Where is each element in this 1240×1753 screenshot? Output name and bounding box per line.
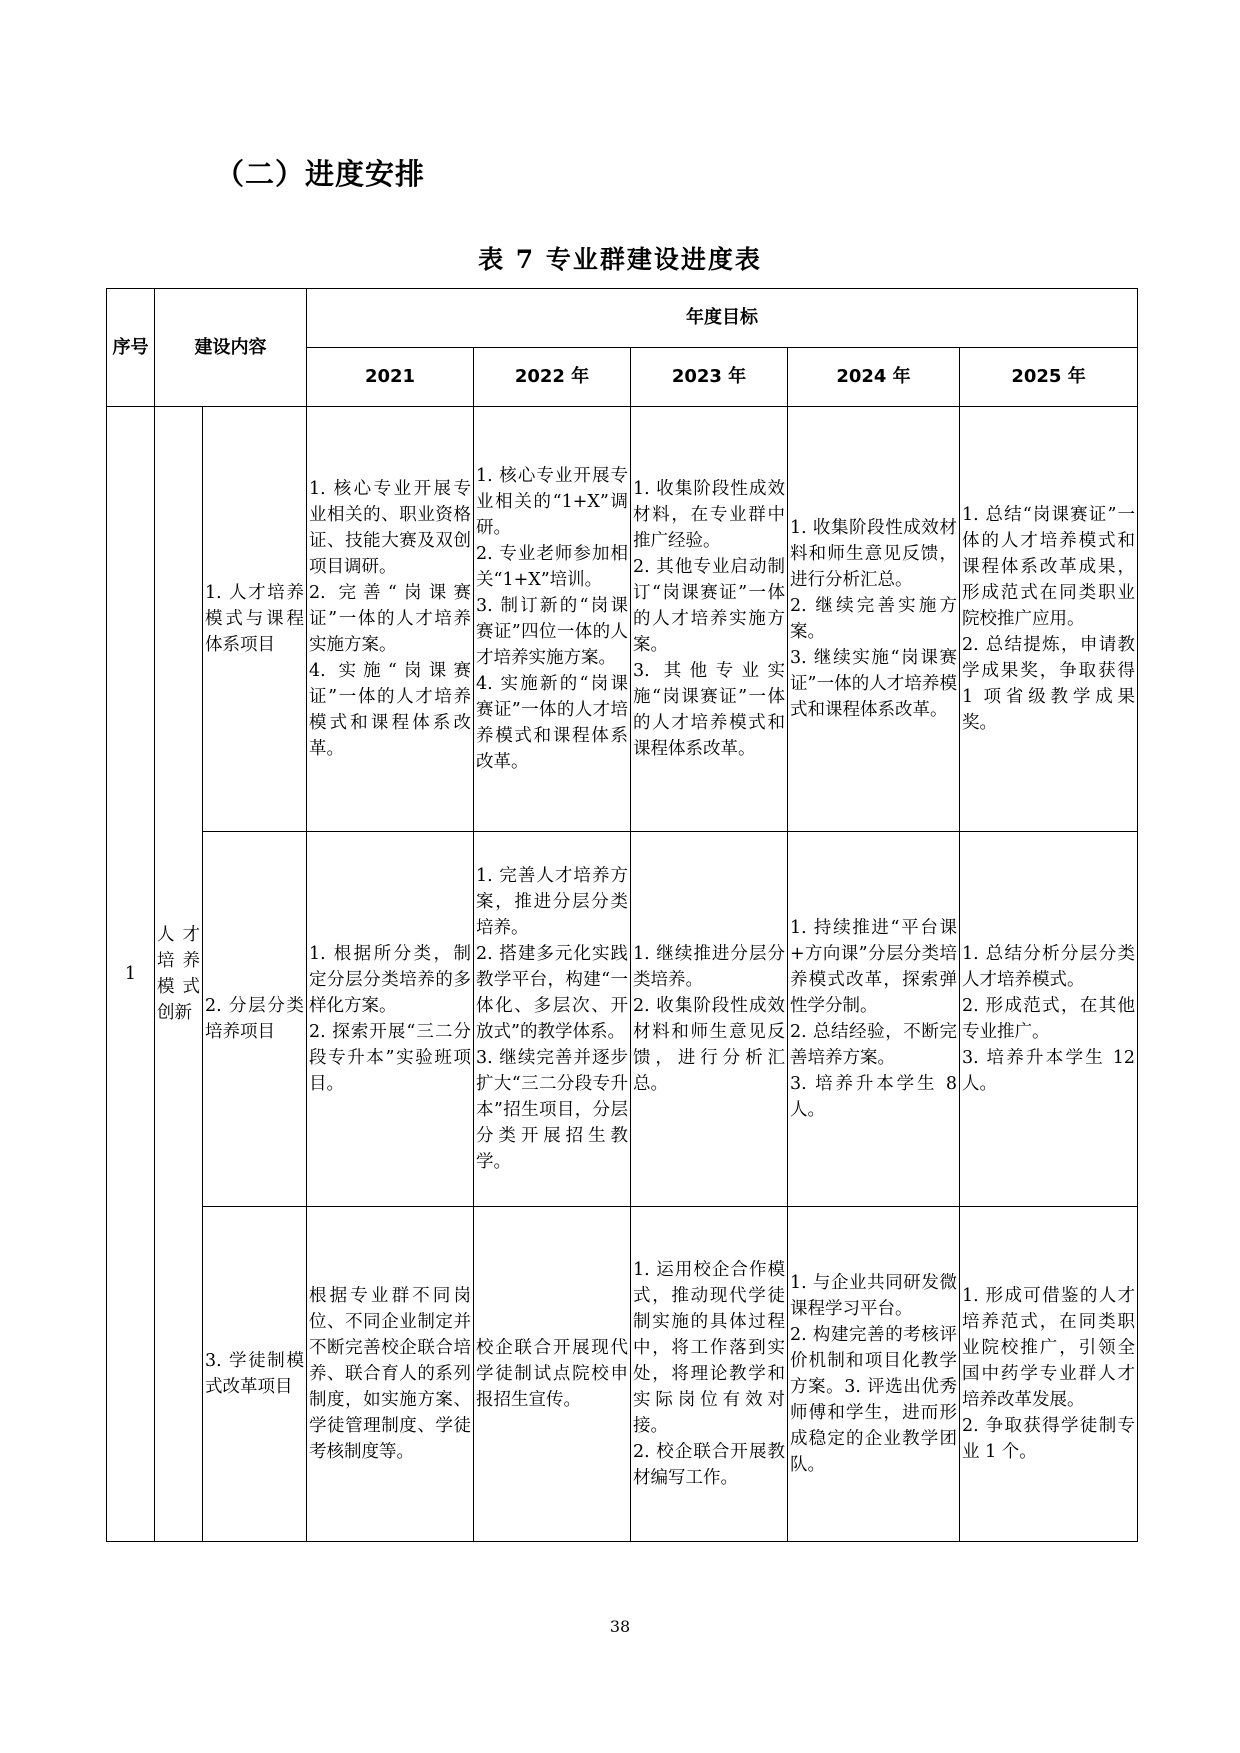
cell-2023: 1. 运用校企合作模式，推动现代学徒制实施的具体过程中，将工作落到实处，将理论教学和实际岗位有效对接。 2. 校企联合开展教材编写工作。: [631, 1207, 788, 1542]
group-name: 人才培养模式创新: [155, 407, 203, 1542]
header-year-2024: 2024 年: [788, 348, 960, 407]
cell-2024: 1. 收集阶段性成效材料和师生意见反馈，进行分析汇总。 2. 继续完善实施方案。 3. 继续实施“岗课赛证”一体的人才培养模式和课程体系改革。: [788, 407, 960, 832]
section-heading: （二）进度安排: [215, 157, 426, 191]
header-year-2025: 2025 年: [960, 348, 1138, 407]
header-year-2023: 2023 年: [631, 348, 788, 407]
header-seq: 序号: [107, 289, 155, 407]
cell-2023: 1. 继续推进分层分类培养。 2. 收集阶段性成效材料和师生意见反馈，进行分析汇总。: [631, 832, 788, 1207]
header-annual-target: 年度目标: [307, 289, 1138, 348]
cell-2021: 根据专业群不同岗位、不同企业制定并不断完善校企联合培养、联合育人的系列制度，如实施方案、学徒管理制度、学徒考核制度等。: [307, 1207, 474, 1542]
cell-2022: 1. 核心专业开展专业相关的“1+X”调研。 2. 专业老师参加相关“1+X”培训。 3. 制订新的“岗课赛证”四位一体的人才培养实施方案。 4. 实施新的“岗课赛证”一体的人才培养模式和课程体系改革。: [474, 407, 631, 832]
cell-2021: 1. 核心专业开展专业相关的、职业资格证、技能大赛及双创项目调研。 2. 完善“岗课赛证”一体的人才培养实施方案。 4. 实施“岗课赛证”一体的人才培养模式和课程体系改革。: [307, 407, 474, 832]
header-year-2022: 2022 年: [474, 348, 631, 407]
cell-2022: 校企联合开展现代学徒制试点院校申报招生宣传。: [474, 1207, 631, 1542]
cell-2024: 1. 与企业共同研发微课程学习平台。 2. 构建完善的考核评价机制和项目化教学方案。3. 评选出优秀师傅和学生，进而形成稳定的企业教学团队。: [788, 1207, 960, 1542]
table-row: [107, 407, 1138, 832]
cell-2021: 1. 根据所分类，制定分层分类培养的多样化方案。 2. 探索开展“三二分段专升本”实验班项目。: [307, 832, 474, 1207]
page-number: 38: [609, 1617, 631, 1636]
item-name: 2. 分层分类培养项目: [203, 832, 307, 1207]
group-seq: 1: [107, 407, 155, 1542]
cell-2023: 1. 收集阶段性成效材料，在专业群中推广经验。 2. 其他专业启动制订“岗课赛证”一体的人才培养实施方案。 3. 其他专业实施“岗课赛证”一体的人才培养模式和课程体系改革。: [631, 407, 788, 832]
header-content: 建设内容: [155, 289, 307, 407]
cell-2025: 1. 总结“岗课赛证”一体的人才培养模式和课程体系改革成果，形成范式在同类职业院校推广应用。 2. 总结提炼，申请教学成果奖，争取获得 1 项省级教学成果奖。: [960, 407, 1138, 832]
item-name: 1. 人才培养模式与课程体系项目: [203, 407, 307, 832]
cell-2022: 1. 完善人才培养方案，推进分层分类培养。 2. 搭建多元化实践教学平台，构建“一体化、多层次、开放式”的教学体系。 3. 继续完善并逐步扩大“三二分段专升本”招生项目，分层分类开展招生教学。: [474, 832, 631, 1207]
item-name: 3. 学徒制模式改革项目: [203, 1207, 307, 1542]
progress-table: [106, 288, 1138, 1542]
cell-2024: 1. 持续推进“平台课+方向课”分层分类培养模式改革，探索弹性学分制。 2. 总结经验，不断完善培养方案。 3. 培养升本学生 8 人。: [788, 832, 960, 1207]
table-row: [107, 1207, 1138, 1542]
header-year-2021: 2021: [307, 348, 474, 407]
table-caption: 表 7 专业群建设进度表: [478, 245, 762, 274]
table-row: [107, 832, 1138, 1207]
header-row-1: [107, 289, 1138, 348]
cell-2025: 1. 总结分析分层分类人才培养模式。 2. 形成范式，在其他专业推广。 3. 培养升本学生 12 人。: [960, 832, 1138, 1207]
cell-2025: 1. 形成可借鉴的人才培养范式，在同类职业院校推广，引领全国中药学专业群人才培养改革发展。 2. 争取获得学徒制专业 1 个。: [960, 1207, 1138, 1542]
